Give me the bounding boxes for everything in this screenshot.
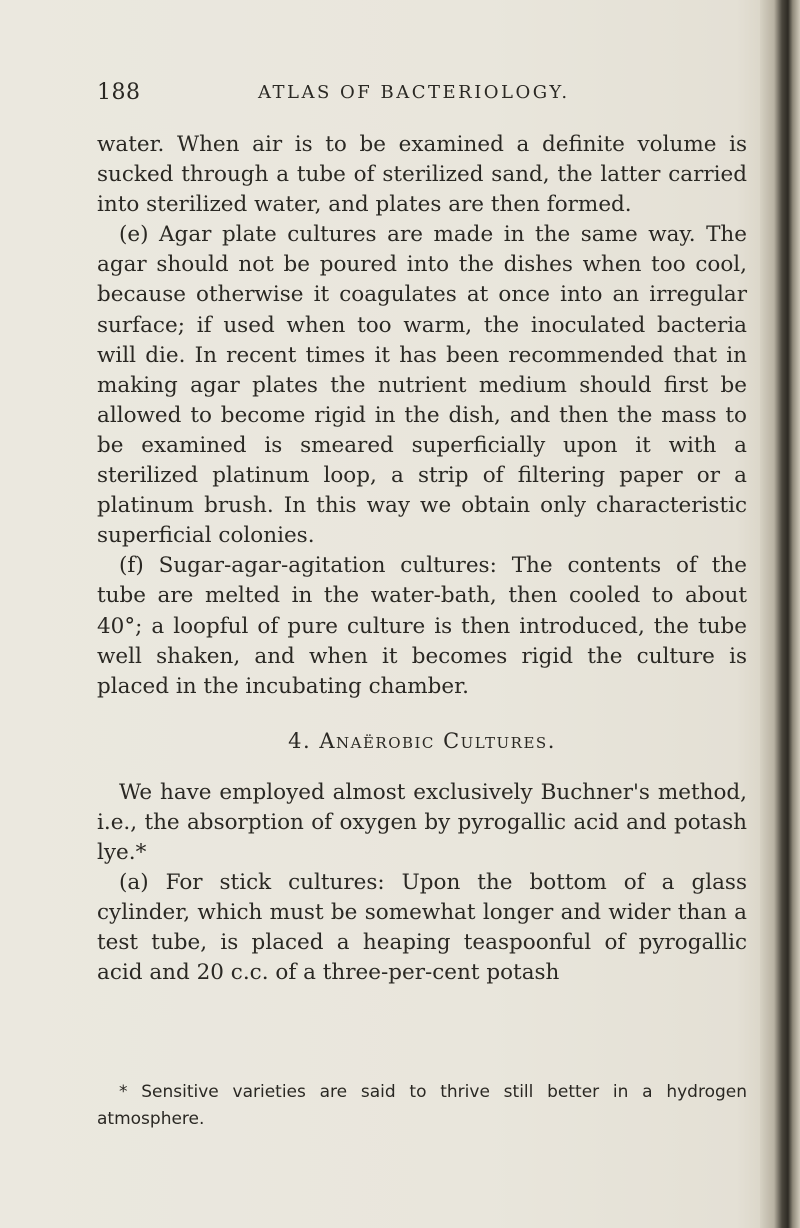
paragraph-sugar-agar: (f) Sugar-agar-agitation cultures: The contents of the tube are melted in the water-bath, then cooled to about 40°; a loopful of pure culture is then introduced, the tube well shaken, and when it becomes rigid the culture is placed in the incubating chamber. [97, 553, 747, 699]
page-header [0, 80, 760, 110]
paragraph-buchner-method: We have employed almost exclusively Buchner's method, i.e., the absorption of oxygen by pyrogallic acid and potash lye.* [97, 779, 747, 866]
book-spine-shadow [760, 0, 800, 1228]
paragraph-water: water. When air is to be examined a definite volume is sucked through a tube of sterilized sand, the latter carried into sterilized water, and plates are then formed. [97, 132, 747, 218]
paragraph-stick-cultures: (a) For stick cultures: Upon the bottom of a glass cylinder, which must be somewhat longer and wider than a test tube, is placed a heaping teaspoonful of pyrogallic acid and 20 c.c. of a three-per-cent potash [97, 870, 747, 986]
section-heading: 4. Anaërobic Cultures. [288, 728, 556, 753]
page-number: 188 [97, 80, 141, 105]
running-head: ATLAS OF BACTERIOLOGY. [258, 82, 570, 103]
main-text [97, 130, 747, 989]
footnote [97, 1079, 747, 1133]
paragraph-agar-plate: (e) Agar plate cultures are made in the same way. The agar should not be poured into the dishes when too cool, because otherwise it coagulates at once into an irregular surface; if used when too warm, the inoculated bacteria will die. In recent times it has been recommended that in making agar plates the nutrient medium should first be allowed to become rigid in the dish, and then the mass to be examined is smeared superficially upon it with a sterilized platinum loop, a strip of filtering paper or a platinum brush. In this way we obtain only characteristic superficial colonies. [97, 222, 747, 549]
footnote-text: * Sensitive varieties are said to thrive still better in a hydrogen atmosphere. [97, 1082, 747, 1129]
